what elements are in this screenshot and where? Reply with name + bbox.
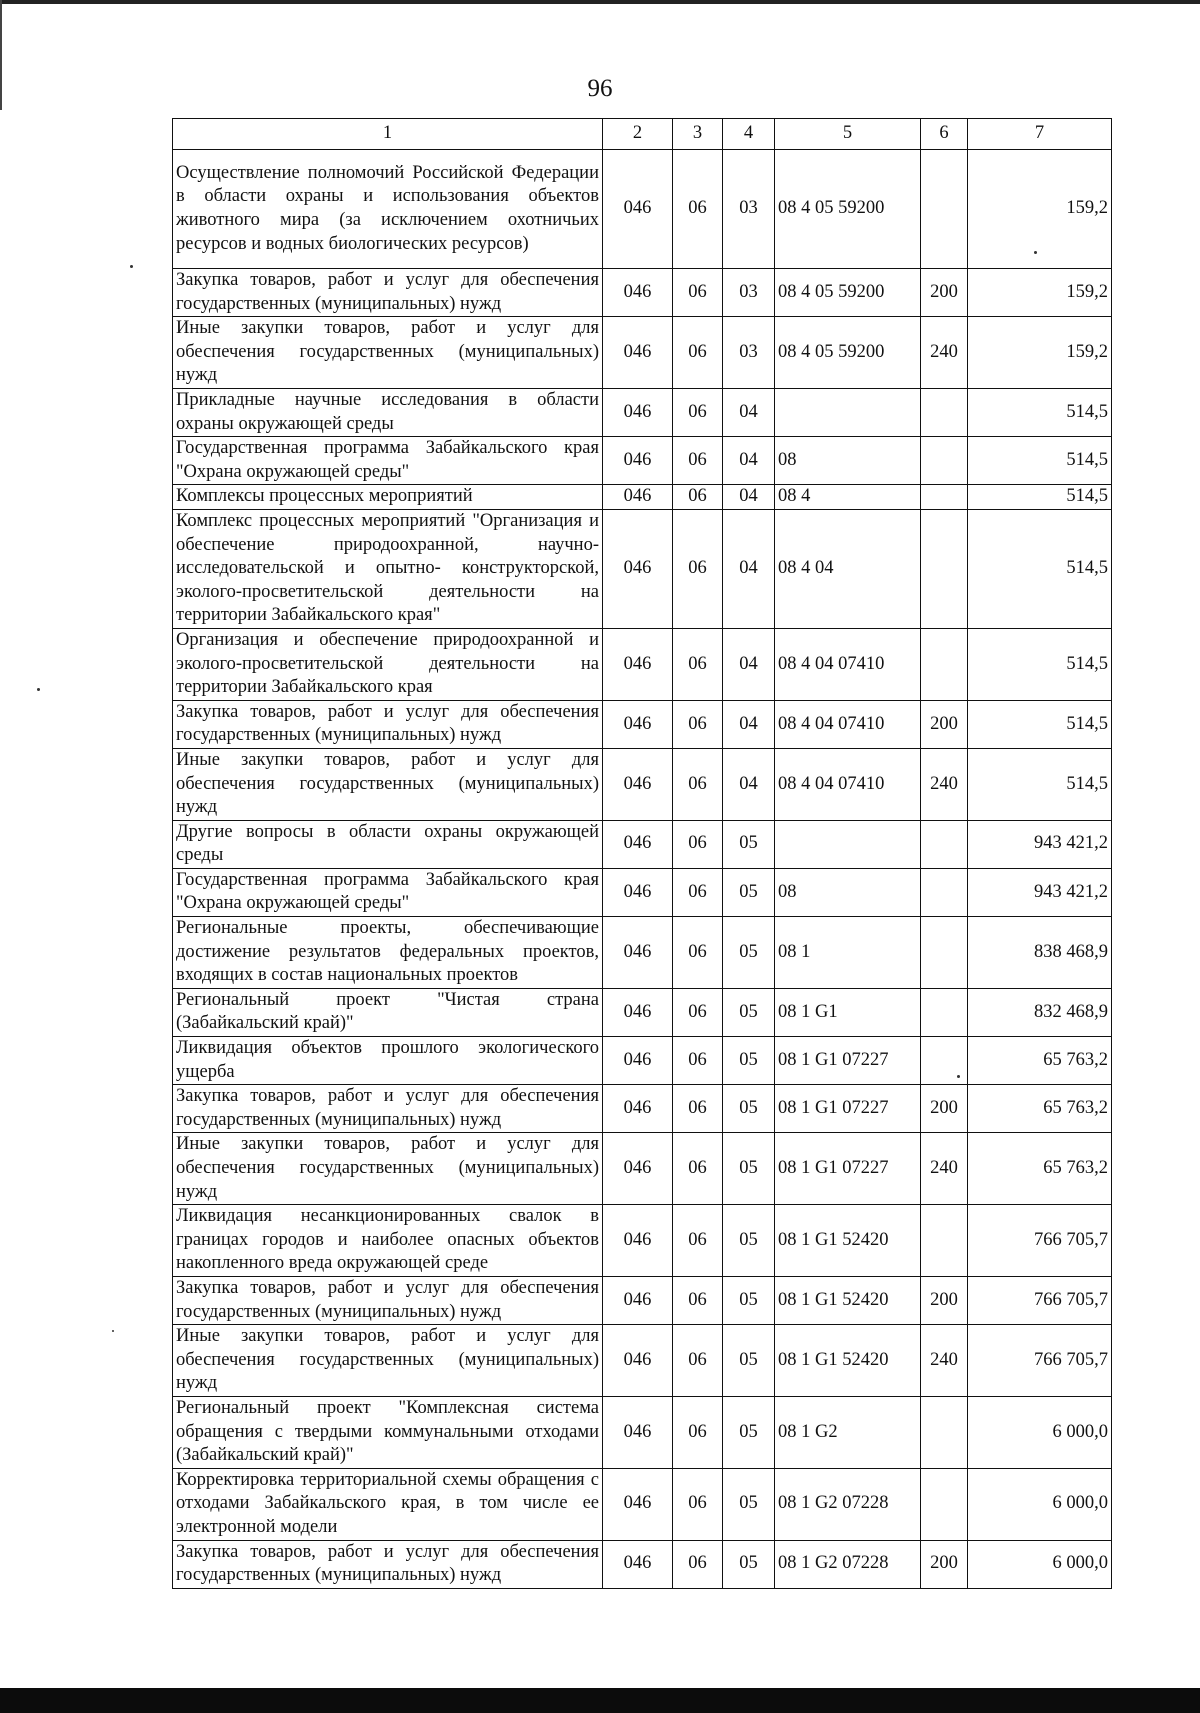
cell-col-4: 05	[723, 988, 775, 1036]
table-row	[173, 150, 1112, 269]
table-row	[173, 820, 1112, 868]
cell-col-7: 6 000,0	[968, 1468, 1112, 1540]
cell-col-4: 03	[723, 150, 775, 269]
scan-speck	[37, 688, 40, 691]
cell-col-3: 06	[673, 1276, 723, 1324]
cell-col-3: 06	[673, 150, 723, 269]
cell-col-6: 240	[921, 748, 968, 820]
cell-col-7: 65 763,2	[968, 1037, 1112, 1085]
row-name: Иные закупки товаров, работ и услуг для обеспечения государственных (муниципальных) нужд	[173, 1133, 603, 1205]
cell-col-2: 046	[603, 628, 673, 700]
cell-col-2: 046	[603, 748, 673, 820]
row-name: Закупка товаров, работ и услуг для обеспечения государственных (муниципальных) нужд	[173, 1276, 603, 1324]
row-name: Иные закупки товаров, работ и услуг для обеспечения государственных (муниципальных) нужд	[173, 317, 603, 389]
row-name: Ликвидация несанкционированных свалок в границах городов и наиболее опасных объектов накопленного вреда окружающей среде	[173, 1205, 603, 1277]
cell-col-4: 04	[723, 628, 775, 700]
cell-col-2: 046	[603, 988, 673, 1036]
cell-col-3: 06	[673, 317, 723, 389]
cell-col-6: 240	[921, 1325, 968, 1397]
cell-col-6: 200	[921, 700, 968, 748]
cell-col-7: 838 468,9	[968, 917, 1112, 989]
column-header: 7	[968, 119, 1112, 150]
cell-col-5: 08 4 04 07410	[775, 700, 921, 748]
row-name: Комплекс процессных мероприятий "Организация и обеспечение природоохранной, научно-исследовательской и опытно- конструкторской, эколого-просветительской деятельности на территории Забайкальского края"	[173, 509, 603, 628]
row-name: Государственная программа Забайкальского края "Охрана окружающей среды"	[173, 868, 603, 916]
cell-col-4: 04	[723, 700, 775, 748]
cell-col-5: 08 4 04	[775, 509, 921, 628]
cell-col-3: 06	[673, 485, 723, 510]
scan-bottom-edge	[0, 1688, 1200, 1713]
cell-col-5: 08 1 G1 07227	[775, 1037, 921, 1085]
cell-col-7: 159,2	[968, 269, 1112, 317]
cell-col-5: 08 1 G1 07227	[775, 1133, 921, 1205]
cell-col-4: 03	[723, 317, 775, 389]
row-name: Прикладные научные исследования в области охраны окружающей среды	[173, 388, 603, 436]
cell-col-5: 08 4 05 59200	[775, 317, 921, 389]
scan-speck	[130, 265, 133, 268]
cell-col-5: 08 4 04 07410	[775, 748, 921, 820]
cell-col-2: 046	[603, 1205, 673, 1277]
row-name: Закупка товаров, работ и услуг для обеспечения государственных (муниципальных) нужд	[173, 1085, 603, 1133]
scan-speck	[112, 1330, 114, 1332]
scan-speck	[957, 1075, 960, 1078]
cell-col-7: 6 000,0	[968, 1540, 1112, 1588]
column-header: 3	[673, 119, 723, 150]
cell-col-6	[921, 150, 968, 269]
column-header: 2	[603, 119, 673, 150]
table-row	[173, 1325, 1112, 1397]
cell-col-4: 04	[723, 485, 775, 510]
cell-col-7: 514,5	[968, 700, 1112, 748]
cell-col-5: 08 4 04 07410	[775, 628, 921, 700]
cell-col-6	[921, 437, 968, 485]
cell-col-7: 65 763,2	[968, 1085, 1112, 1133]
cell-col-5: 08 4 05 59200	[775, 150, 921, 269]
row-name: Корректировка территориальной схемы обращения с отходами Забайкальского края, в том числе ее электронной модели	[173, 1468, 603, 1540]
cell-col-3: 06	[673, 868, 723, 916]
cell-col-5: 08 1 G1 52420	[775, 1276, 921, 1324]
row-name: Иные закупки товаров, работ и услуг для обеспечения государственных (муниципальных) нужд	[173, 748, 603, 820]
cell-col-6: 240	[921, 1133, 968, 1205]
table-row	[173, 485, 1112, 510]
cell-col-6	[921, 917, 968, 989]
cell-col-7: 514,5	[968, 748, 1112, 820]
cell-col-7: 514,5	[968, 388, 1112, 436]
cell-col-5: 08 1	[775, 917, 921, 989]
row-name: Закупка товаров, работ и услуг для обеспечения государственных (муниципальных) нужд	[173, 269, 603, 317]
cell-col-5: 08	[775, 868, 921, 916]
cell-col-3: 06	[673, 1540, 723, 1588]
cell-col-4: 05	[723, 1085, 775, 1133]
cell-col-2: 046	[603, 437, 673, 485]
cell-col-2: 046	[603, 917, 673, 989]
table-row	[173, 1396, 1112, 1468]
budget-table	[172, 118, 1112, 1589]
table-row	[173, 1133, 1112, 1205]
cell-col-3: 06	[673, 1085, 723, 1133]
cell-col-3: 06	[673, 1396, 723, 1468]
row-name: Региональный проект "Чистая страна (Забайкальский край)"	[173, 988, 603, 1036]
cell-col-5	[775, 820, 921, 868]
cell-col-4: 04	[723, 437, 775, 485]
table-row	[173, 317, 1112, 389]
cell-col-4: 04	[723, 748, 775, 820]
cell-col-3: 06	[673, 748, 723, 820]
cell-col-4: 05	[723, 820, 775, 868]
cell-col-5: 08 1 G1 07227	[775, 1085, 921, 1133]
cell-col-6	[921, 820, 968, 868]
cell-col-5: 08 1 G1 52420	[775, 1205, 921, 1277]
cell-col-2: 046	[603, 1085, 673, 1133]
table-row	[173, 988, 1112, 1036]
cell-col-4: 05	[723, 1325, 775, 1397]
cell-col-2: 046	[603, 1468, 673, 1540]
cell-col-6	[921, 1396, 968, 1468]
page-number: 96	[587, 75, 613, 102]
cell-col-7: 766 705,7	[968, 1276, 1112, 1324]
cell-col-2: 046	[603, 509, 673, 628]
cell-col-5: 08 1 G1	[775, 988, 921, 1036]
table-row	[173, 700, 1112, 748]
cell-col-6: 200	[921, 1540, 968, 1588]
table-row	[173, 269, 1112, 317]
column-header: 4	[723, 119, 775, 150]
cell-col-5	[775, 388, 921, 436]
cell-col-5: 08 1 G2 07228	[775, 1540, 921, 1588]
cell-col-2: 046	[603, 1276, 673, 1324]
cell-col-6: 240	[921, 317, 968, 389]
cell-col-3: 06	[673, 988, 723, 1036]
cell-col-2: 046	[603, 269, 673, 317]
cell-col-7: 6 000,0	[968, 1396, 1112, 1468]
cell-col-5: 08 4	[775, 485, 921, 510]
table-row	[173, 628, 1112, 700]
cell-col-2: 046	[603, 150, 673, 269]
cell-col-7: 514,5	[968, 485, 1112, 510]
cell-col-2: 046	[603, 388, 673, 436]
cell-col-4: 05	[723, 1468, 775, 1540]
row-name: Организация и обеспечение природоохранной и эколого-просветительской деятельности на территории Забайкальского края	[173, 628, 603, 700]
row-name: Ликвидация объектов прошлого экологического ущерба	[173, 1037, 603, 1085]
cell-col-3: 06	[673, 1037, 723, 1085]
cell-col-4: 05	[723, 868, 775, 916]
table-row	[173, 509, 1112, 628]
cell-col-7: 766 705,7	[968, 1205, 1112, 1277]
cell-col-7: 832 468,9	[968, 988, 1112, 1036]
cell-col-6	[921, 388, 968, 436]
cell-col-2: 046	[603, 700, 673, 748]
cell-col-3: 06	[673, 437, 723, 485]
cell-col-4: 05	[723, 1133, 775, 1205]
table-header-row	[173, 119, 1112, 150]
cell-col-3: 06	[673, 917, 723, 989]
cell-col-7: 943 421,2	[968, 820, 1112, 868]
row-name: Государственная программа Забайкальского края "Охрана окружающей среды"	[173, 437, 603, 485]
cell-col-7: 943 421,2	[968, 868, 1112, 916]
cell-col-6	[921, 868, 968, 916]
cell-col-3: 06	[673, 1133, 723, 1205]
cell-col-3: 06	[673, 820, 723, 868]
cell-col-2: 046	[603, 1396, 673, 1468]
table-row	[173, 1276, 1112, 1324]
row-name: Комплексы процессных мероприятий	[173, 485, 603, 510]
cell-col-3: 06	[673, 269, 723, 317]
cell-col-3: 06	[673, 1468, 723, 1540]
cell-col-6	[921, 509, 968, 628]
cell-col-5: 08 1 G2 07228	[775, 1468, 921, 1540]
row-name: Региональный проект "Комплексная система обращения с твердыми коммунальными отходами (Забайкальский край)"	[173, 1396, 603, 1468]
cell-col-6: 200	[921, 1085, 968, 1133]
cell-col-2: 046	[603, 1133, 673, 1205]
table-row	[173, 1540, 1112, 1588]
cell-col-2: 046	[603, 1540, 673, 1588]
column-header: 6	[921, 119, 968, 150]
cell-col-3: 06	[673, 700, 723, 748]
cell-col-3: 06	[673, 1325, 723, 1397]
cell-col-7: 766 705,7	[968, 1325, 1112, 1397]
table-row	[173, 1037, 1112, 1085]
cell-col-4: 05	[723, 1396, 775, 1468]
cell-col-6	[921, 628, 968, 700]
cell-col-6	[921, 485, 968, 510]
cell-col-5: 08 4 05 59200	[775, 269, 921, 317]
row-name: Осуществление полномочий Российской Федерации в области охраны и использования объектов животного мира (за исключением охотничьих ресурсов и водных биологических ресурсов)	[173, 150, 603, 269]
scan-speck	[1034, 251, 1037, 254]
cell-col-7: 514,5	[968, 628, 1112, 700]
cell-col-4: 04	[723, 509, 775, 628]
row-name: Иные закупки товаров, работ и услуг для обеспечения государственных (муниципальных) нужд	[173, 1325, 603, 1397]
cell-col-5: 08 1 G2	[775, 1396, 921, 1468]
row-name: Закупка товаров, работ и услуг для обеспечения государственных (муниципальных) нужд	[173, 1540, 603, 1588]
cell-col-3: 06	[673, 509, 723, 628]
cell-col-7: 514,5	[968, 437, 1112, 485]
cell-col-6	[921, 988, 968, 1036]
cell-col-7: 159,2	[968, 317, 1112, 389]
cell-col-7: 514,5	[968, 509, 1112, 628]
row-name: Закупка товаров, работ и услуг для обеспечения государственных (муниципальных) нужд	[173, 700, 603, 748]
table-row	[173, 917, 1112, 989]
cell-col-2: 046	[603, 1037, 673, 1085]
cell-col-6	[921, 1205, 968, 1277]
table-row	[173, 748, 1112, 820]
cell-col-2: 046	[603, 485, 673, 510]
table-row	[173, 868, 1112, 916]
column-header: 1	[173, 119, 603, 150]
cell-col-4: 05	[723, 1540, 775, 1588]
table-row	[173, 437, 1112, 485]
cell-col-4: 05	[723, 917, 775, 989]
cell-col-7: 65 763,2	[968, 1133, 1112, 1205]
cell-col-4: 04	[723, 388, 775, 436]
cell-col-4: 05	[723, 1037, 775, 1085]
table-row	[173, 1085, 1112, 1133]
cell-col-6: 200	[921, 269, 968, 317]
row-name: Региональные проекты, обеспечивающие достижение результатов федеральных проектов, входящих в состав национальных проектов	[173, 917, 603, 989]
cell-col-6	[921, 1468, 968, 1540]
cell-col-2: 046	[603, 317, 673, 389]
column-header: 5	[775, 119, 921, 150]
cell-col-2: 046	[603, 1325, 673, 1397]
table-row	[173, 1205, 1112, 1277]
cell-col-3: 06	[673, 1205, 723, 1277]
cell-col-3: 06	[673, 388, 723, 436]
cell-col-2: 046	[603, 868, 673, 916]
cell-col-2: 046	[603, 820, 673, 868]
cell-col-4: 03	[723, 269, 775, 317]
cell-col-5: 08 1 G1 52420	[775, 1325, 921, 1397]
cell-col-4: 05	[723, 1276, 775, 1324]
row-name: Другие вопросы в области охраны окружающей среды	[173, 820, 603, 868]
scan-top-edge	[0, 0, 1200, 4]
cell-col-6: 200	[921, 1276, 968, 1324]
cell-col-7: 159,2	[968, 150, 1112, 269]
table-row	[173, 388, 1112, 436]
cell-col-5: 08	[775, 437, 921, 485]
cell-col-6	[921, 1037, 968, 1085]
cell-col-4: 05	[723, 1205, 775, 1277]
table-row	[173, 1468, 1112, 1540]
cell-col-3: 06	[673, 628, 723, 700]
